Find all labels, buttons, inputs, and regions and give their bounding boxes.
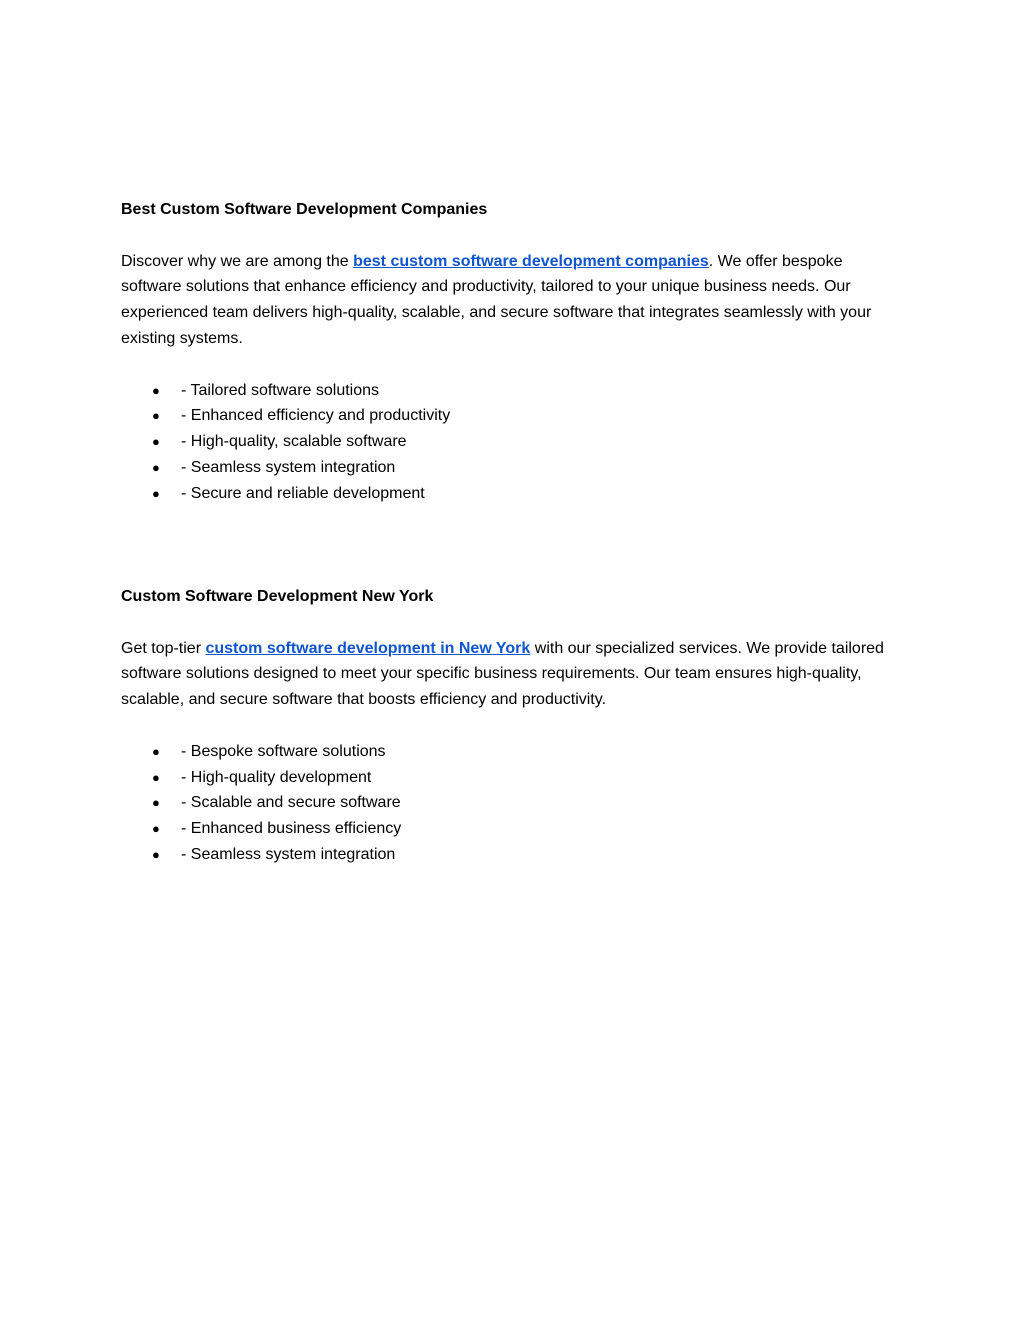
bullet-icon: ● xyxy=(152,769,160,785)
section-paragraph xyxy=(121,249,906,352)
bullet-icon: ● xyxy=(152,485,160,501)
section-heading: Custom Software Development New York xyxy=(121,587,434,605)
paragraph-text-after: with our specialized services. We provide tailored software solutions designed to meet your specific business requirements. Our team ensures high-quality, scalable, and secure software that boosts efficiency and productivity. xyxy=(121,639,884,709)
list-item xyxy=(121,842,911,868)
bullet-icon: ● xyxy=(152,408,160,424)
list-item xyxy=(121,455,911,481)
list-item-text: - Enhanced efficiency and productivity xyxy=(181,407,451,425)
bullet-icon: ● xyxy=(152,821,160,837)
list-item-text: - High-quality development xyxy=(181,768,372,786)
section-new-york xyxy=(121,584,911,868)
list-item xyxy=(121,403,911,429)
list-item-text: - Seamless system integration xyxy=(181,458,396,476)
paragraph-text-after: . We offer bespoke software solutions that enhance efficiency and productivity, tailored to your unique business needs. Our experienced team delivers high-quality, scalable, and secure software that integrates seamlessly with your existing systems. xyxy=(121,252,872,347)
list-item-text: - High-quality, scalable software xyxy=(181,433,407,451)
section-heading: Best Custom Software Development Companies xyxy=(121,201,488,218)
bullet-icon: ● xyxy=(152,434,160,450)
list-item-text: - Scalable and secure software xyxy=(181,794,401,812)
section-paragraph xyxy=(121,636,906,713)
section-best-companies xyxy=(121,197,911,507)
list-item xyxy=(121,378,911,404)
bullet-icon: ● xyxy=(152,846,160,862)
list-item xyxy=(121,739,911,765)
paragraph-text-before: Get top-tier xyxy=(121,639,206,657)
document-page xyxy=(121,197,911,868)
bullet-icon: ● xyxy=(152,382,160,398)
feature-list xyxy=(121,378,911,507)
bullet-icon: ● xyxy=(152,795,160,811)
list-item-text: - Bespoke software solutions xyxy=(181,742,386,760)
list-item-text: - Tailored software solutions xyxy=(181,381,380,399)
list-item-text: - Seamless system integration xyxy=(181,845,396,863)
list-item xyxy=(121,790,911,816)
paragraph-text-before: Discover why we are among the xyxy=(121,252,354,270)
list-item-text: - Enhanced business efficiency xyxy=(181,820,402,838)
bullet-icon: ● xyxy=(152,743,160,759)
list-item xyxy=(121,816,911,842)
list-item xyxy=(121,765,911,791)
bullet-icon: ● xyxy=(152,459,160,475)
new-york-link[interactable]: custom software development in New York xyxy=(205,639,531,657)
list-item xyxy=(121,429,911,455)
feature-list xyxy=(121,739,911,868)
best-companies-link[interactable]: best custom software development companies xyxy=(353,252,709,270)
list-item-text: - Secure and reliable development xyxy=(181,484,425,502)
list-item xyxy=(121,481,911,507)
